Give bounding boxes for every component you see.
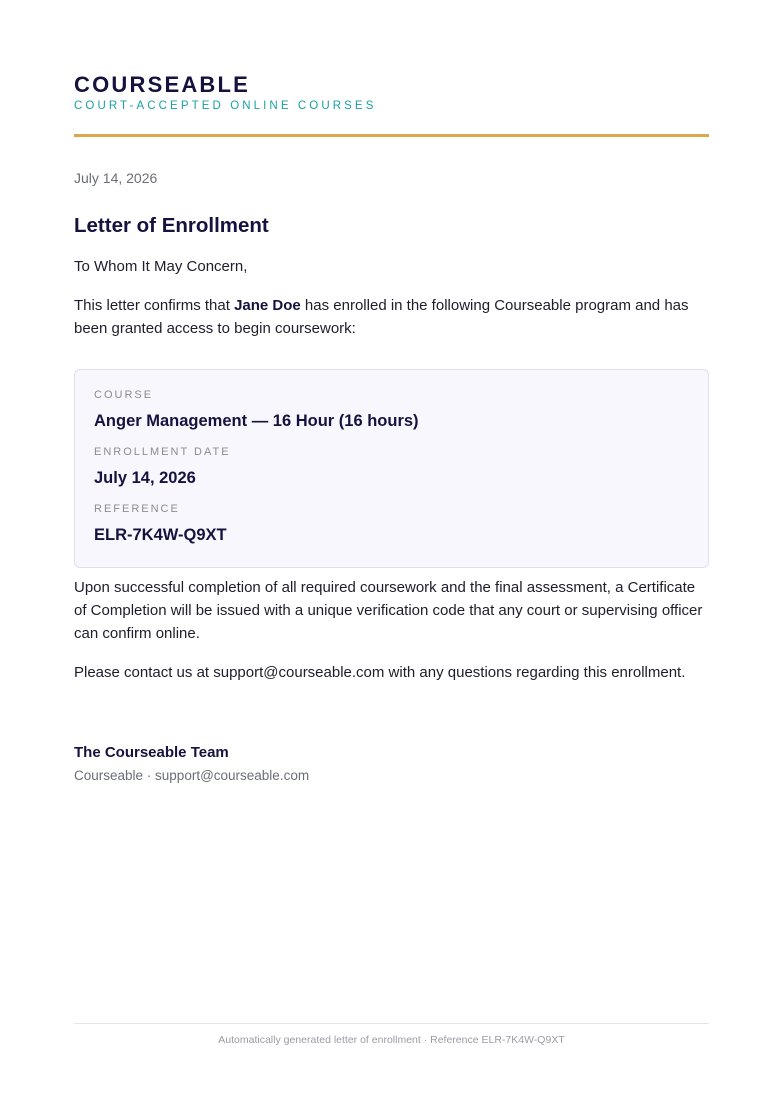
intro-paragraph <box>74 294 709 340</box>
course-value: Anger Management — 16 Hour (16 hours) <box>94 412 419 430</box>
letter-date: July 14, 2026 <box>74 170 158 186</box>
header-divider <box>74 134 709 137</box>
student-name: Jane Doe <box>234 297 301 314</box>
course-label: COURSE <box>94 389 154 401</box>
footer-divider <box>74 1023 709 1024</box>
signature-meta: Courseable · support@courseable.com <box>74 768 310 783</box>
intro-text-after: has enrolled in the following Courseable program and has been granted access to begin coursework: <box>74 297 689 337</box>
enrollment-details-card <box>74 369 709 568</box>
enrollment-date-label: ENROLLMENT DATE <box>94 446 231 458</box>
reference-label: REFERENCE <box>94 503 180 515</box>
brand-tagline: COURT-ACCEPTED ONLINE COURSES <box>74 100 377 112</box>
letter-greeting: To Whom It May Concern, <box>74 258 248 275</box>
intro-text-before: This letter confirms that <box>74 297 235 314</box>
completion-paragraph: Upon successful completion of all required coursework and the final assessment, a Certificate of Completion will be issued with a unique verification code that any court or supervising officer can confirm online. <box>74 579 703 642</box>
enrollment-date-value: July 14, 2026 <box>94 469 196 487</box>
brand-name: COURSEABLE <box>74 72 251 97</box>
letter-title: Letter of Enrollment <box>74 214 269 237</box>
reference-value: ELR-7K4W-Q9XT <box>94 526 227 544</box>
footer-note: Automatically generated letter of enrollment · Reference ELR-7K4W-Q9XT <box>218 1034 565 1046</box>
contact-paragraph: Please contact us at support@courseable.com with any questions regarding this enrollment. <box>74 664 686 681</box>
signature-name: The Courseable Team <box>74 744 229 761</box>
